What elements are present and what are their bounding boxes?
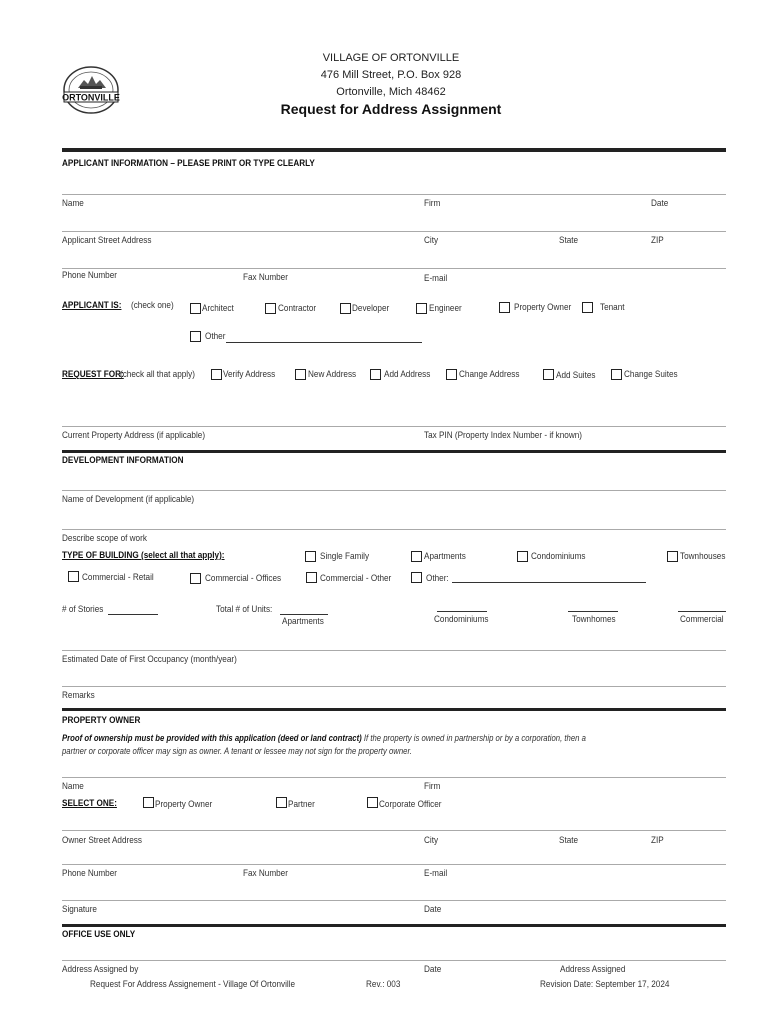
label-engineer: Engineer <box>429 303 462 314</box>
checkbox-add-suites[interactable] <box>543 369 554 380</box>
owner-note-rest: If the property is owned in partnership or by a corporation, then a <box>361 733 586 743</box>
apartments-entry-line[interactable] <box>280 614 328 615</box>
checkbox-building-other[interactable] <box>411 572 422 583</box>
label-owner-fax: Fax Number <box>243 868 288 879</box>
label-name: Name <box>62 198 84 209</box>
line-street <box>62 231 726 232</box>
footer-revision-date: Revision Date: September 17, 2024 <box>540 979 670 990</box>
townhomes-entry-line[interactable] <box>568 611 618 612</box>
checkbox-tenant[interactable] <box>582 302 593 313</box>
label-scope: Describe scope of work <box>62 533 147 544</box>
label-date: Date <box>651 198 669 209</box>
label-phone: Phone Number <box>62 270 117 281</box>
checkbox-other[interactable] <box>190 331 201 342</box>
owner-heading: PROPERTY OWNER <box>62 715 141 726</box>
checkbox-verify-address[interactable] <box>211 369 222 380</box>
checkbox-new-address[interactable] <box>295 369 306 380</box>
label-add-address: Add Address <box>384 369 431 380</box>
checkbox-condominiums[interactable] <box>517 551 528 562</box>
label-tenant: Tenant <box>600 302 625 313</box>
label-apartments: Apartments <box>424 551 466 562</box>
label-owner-property-owner: Property Owner <box>155 799 213 810</box>
label-developer: Developer <box>352 303 390 314</box>
line-current-address <box>62 426 726 427</box>
label-townhouses: Townhouses <box>680 551 726 562</box>
label-condominiums-units: Condominiums <box>434 614 489 625</box>
label-change-address: Change Address <box>459 369 520 380</box>
label-single-family: Single Family <box>320 551 370 562</box>
header-org: VILLAGE OF ORTONVILLE <box>322 52 460 64</box>
form-title: Request for Address Assignment <box>280 101 502 117</box>
checkbox-change-suites[interactable] <box>611 369 622 380</box>
label-change-suites: Change Suites <box>624 369 678 380</box>
label-firm: Firm <box>424 198 441 209</box>
label-owner-state: State <box>559 835 579 846</box>
owner-rule <box>62 708 726 711</box>
applicant-is-label: APPLICANT IS: <box>62 300 122 311</box>
label-townhomes-units: Townhomes <box>572 614 616 625</box>
request-for-label: REQUEST FOR: <box>62 369 124 380</box>
development-rule <box>62 450 726 453</box>
office-rule <box>62 924 726 927</box>
development-heading: DEVELOPMENT INFORMATION <box>62 455 184 466</box>
label-owner-city: City <box>424 835 439 846</box>
checkbox-townhouses[interactable] <box>667 551 678 562</box>
label-owner-zip: ZIP <box>651 835 664 846</box>
checkbox-corporate-officer[interactable] <box>367 797 378 808</box>
office-heading: OFFICE USE ONLY <box>62 929 136 940</box>
svg-text:ORTONVILLE: ORTONVILLE <box>62 92 120 103</box>
label-owner-street: Owner Street Address <box>62 835 142 846</box>
label-partner: Partner <box>288 799 315 810</box>
line-owner-street <box>62 830 726 831</box>
building-type-label: TYPE OF BUILDING (select all that apply): <box>62 550 225 561</box>
checkbox-commercial-retail[interactable] <box>68 571 79 582</box>
line-signature <box>62 900 726 901</box>
label-apartments-units: Apartments <box>282 616 324 627</box>
stories-entry-line[interactable] <box>108 614 158 615</box>
checkbox-commercial-offices[interactable] <box>190 573 201 584</box>
header-city: Ortonville, Mich 48462 <box>336 86 446 98</box>
label-other: Other <box>205 331 226 342</box>
label-occupancy: Estimated Date of First Occupancy (month/year) <box>62 654 237 665</box>
line-office <box>62 960 726 961</box>
owner-note-line1 <box>62 733 586 743</box>
label-stories: # of Stories <box>62 604 104 615</box>
label-current-address: Current Property Address (if applicable) <box>62 430 206 441</box>
label-verify-address: Verify Address <box>223 369 276 380</box>
label-building-other: Other: <box>426 573 449 584</box>
line-name <box>62 194 726 195</box>
label-commercial-other: Commercial - Other <box>320 573 392 584</box>
line-occupancy <box>62 650 726 651</box>
label-development-name: Name of Development (if applicable) <box>62 494 195 505</box>
label-address-assigned: Address Assigned <box>560 964 626 975</box>
checkbox-change-address[interactable] <box>446 369 457 380</box>
line-owner-phone <box>62 864 726 865</box>
checkbox-add-address[interactable] <box>370 369 381 380</box>
footer-form-name: Request For Address Assignement - Village Of Ortonville <box>90 979 296 990</box>
other-entry-line[interactable] <box>226 342 422 343</box>
label-office-date: Date <box>424 964 442 975</box>
label-architect: Architect <box>202 303 234 314</box>
checkbox-commercial-other[interactable] <box>306 572 317 583</box>
checkbox-architect[interactable] <box>190 303 201 314</box>
checkbox-contractor[interactable] <box>265 303 276 314</box>
checkbox-owner-property-owner[interactable] <box>143 797 154 808</box>
label-commercial-retail: Commercial - Retail <box>82 572 154 583</box>
checkbox-property-owner[interactable] <box>499 302 510 313</box>
line-remarks <box>62 686 726 687</box>
footer-rev: Rev.: 003 <box>366 979 401 990</box>
label-owner-name: Name <box>62 781 84 792</box>
owner-note-bold: Proof of ownership must be provided with this application (deed or land contract) <box>62 733 362 743</box>
line-phone <box>62 268 726 269</box>
checkbox-apartments[interactable] <box>411 551 422 562</box>
select-one-label: SELECT ONE: <box>62 798 117 809</box>
label-corporate-officer: Corporate Officer <box>379 799 442 810</box>
commercial-entry-line[interactable] <box>678 611 726 612</box>
label-contractor: Contractor <box>278 303 317 314</box>
label-property-owner: Property Owner <box>514 302 572 313</box>
line-development-name <box>62 490 726 491</box>
header-street: 476 Mill Street, P.O. Box 928 <box>320 69 462 81</box>
label-new-address: New Address <box>308 369 357 380</box>
applicant-is-hint: (check one) <box>131 300 174 311</box>
label-commercial-offices: Commercial - Offices <box>205 573 282 584</box>
label-tax-pin: Tax PIN (Property Index Number - if known) <box>424 430 583 441</box>
owner-note-line2: partner or corporate officer may sign as owner. A tenant or lessee may not sign for the property owner. <box>62 746 412 756</box>
checkbox-partner[interactable] <box>276 797 287 808</box>
label-email: E-mail <box>424 273 448 284</box>
checkbox-engineer[interactable] <box>416 303 427 314</box>
label-owner-email: E-mail <box>424 868 448 879</box>
label-add-suites: Add Suites <box>556 370 596 381</box>
label-street: Applicant Street Address <box>62 235 152 246</box>
label-owner-phone: Phone Number <box>62 868 117 879</box>
top-rule <box>62 148 726 152</box>
checkbox-single-family[interactable] <box>305 551 316 562</box>
label-remarks: Remarks <box>62 690 95 701</box>
applicant-heading: APPLICANT INFORMATION – PLEASE PRINT OR TYPE CLEARLY <box>62 158 315 169</box>
condominiums-entry-line[interactable] <box>437 611 487 612</box>
label-signature: Signature <box>62 904 97 915</box>
building-other-entry-line[interactable] <box>452 582 646 583</box>
label-commercial-units: Commercial <box>680 614 724 625</box>
label-signature-date: Date <box>424 904 442 915</box>
line-owner-name <box>62 777 726 778</box>
request-for-hint: (check all that apply) <box>120 369 195 380</box>
label-condominiums: Condominiums <box>531 551 586 562</box>
label-state: State <box>559 235 579 246</box>
label-city: City <box>424 235 439 246</box>
label-owner-firm: Firm <box>424 781 441 792</box>
label-total-units: Total # of Units: <box>216 604 273 615</box>
line-scope <box>62 529 726 530</box>
label-zip: ZIP <box>651 235 664 246</box>
label-assigned-by: Address Assigned by <box>62 964 139 975</box>
checkbox-developer[interactable] <box>340 303 351 314</box>
label-fax: Fax Number <box>243 272 288 283</box>
